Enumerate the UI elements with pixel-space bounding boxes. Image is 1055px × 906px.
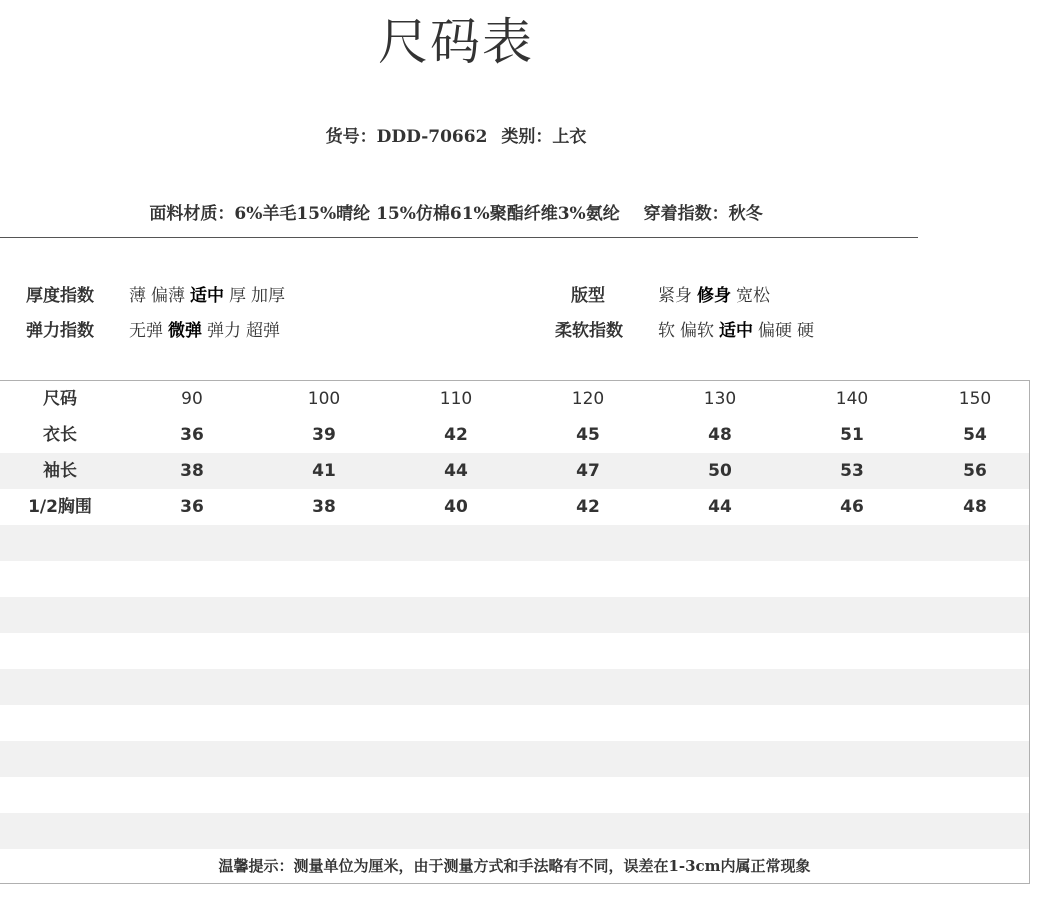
table-cell: 56 [963,461,987,481]
table-cell: 41 [312,461,336,481]
footer-note: 温馨提示：测量单位为厘米，由于测量方式和手法略有不同，误差在1-3cm内属正常现象 [218,857,811,875]
page-title: 尺码表 [378,13,534,71]
attr-option: 加厚 [251,286,285,306]
table-cell: 38 [312,497,336,517]
table-cell: 47 [576,461,600,481]
season-value: 秋冬 [728,204,763,224]
fit-type-options [658,281,775,306]
table-row [0,597,1029,633]
attr-option: 无弹 [129,321,163,341]
fit-type-label: 版型 [571,286,605,306]
table-cell: 42 [444,425,468,445]
category-label: 类别： [501,127,553,147]
table-header-cell: 140 [835,389,869,409]
attr-option: 偏软 [680,321,714,341]
table-cell: 51 [840,425,864,445]
attr-option: 适中 [190,286,224,306]
table-cell: 45 [576,425,600,445]
attr-option: 厚 [229,286,246,306]
table-cell: 50 [708,461,732,481]
table-header-row [0,381,1029,417]
elasticity-index-options [129,316,285,341]
attr-option: 超弹 [246,321,280,341]
table-cell: 44 [708,497,732,517]
material-value: 6%羊毛15%晴纶 15%仿棉61%聚酯纤维3%氨纶 [234,204,620,224]
elasticity-index-label: 弹力指数 [26,321,94,341]
table-cell: 36 [180,497,204,517]
table-header-cell: 尺码 [43,389,77,409]
table-row-label: 衣长 [43,425,77,445]
table-cell: 53 [840,461,864,481]
thickness-index-label: 厚度指数 [26,286,94,306]
item-no-label: 货号： [325,127,377,147]
size-table [0,380,1030,884]
table-header-cell: 130 [703,389,737,409]
table-cell: 42 [576,497,600,517]
table-row [0,561,1029,597]
softness-index-label: 柔软指数 [555,321,623,341]
product-info-line [0,122,912,147]
attr-option: 软 [658,321,675,341]
table-cell: 44 [444,461,468,481]
attr-option: 紧身 [658,286,692,306]
table-row [0,669,1029,705]
softness-index-options [658,316,819,341]
table-row-label: 袖长 [43,461,77,481]
section-divider [0,237,918,238]
attr-option: 硬 [797,321,814,341]
attr-option: 弹力 [207,321,241,341]
table-cell: 48 [963,497,987,517]
attr-option: 偏硬 [758,321,792,341]
table-cell: 54 [963,425,987,445]
table-header-cell: 150 [958,389,992,409]
table-cell: 40 [444,497,468,517]
attr-option: 微弹 [168,321,202,341]
season-label: 穿着指数： [643,204,729,224]
category-value: 上衣 [552,127,587,147]
table-row [0,813,1029,849]
attr-option: 偏薄 [151,286,185,306]
table-row [0,777,1029,813]
table-cell: 46 [840,497,864,517]
table-header-cell: 110 [439,389,473,409]
attr-option: 修身 [697,286,731,306]
table-cell: 36 [180,425,204,445]
attr-option: 薄 [129,286,146,306]
attr-option: 宽松 [736,286,770,306]
table-cell: 38 [180,461,204,481]
table-cell: 39 [312,425,336,445]
table-row [0,417,1029,453]
table-row [0,525,1029,561]
fabric-info-line [0,199,912,224]
table-row [0,705,1029,741]
thickness-index-options [129,281,290,306]
item-no-value: DDD-70662 [376,127,488,147]
table-row-label: 1/2胸围 [28,497,92,517]
material-label: 面料材质： [149,204,235,224]
table-header-cell: 90 [181,389,203,409]
table-row [0,633,1029,669]
table-header-cell: 120 [571,389,605,409]
table-row [0,453,1029,489]
table-row [0,741,1029,777]
table-header-cell: 100 [307,389,341,409]
table-cell: 48 [708,425,732,445]
table-row [0,489,1029,525]
attr-option: 适中 [719,321,753,341]
